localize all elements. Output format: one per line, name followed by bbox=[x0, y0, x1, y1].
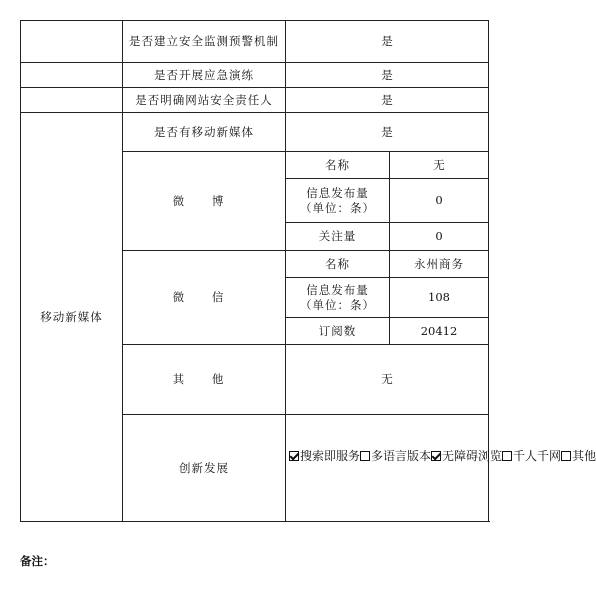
weibo-follow-value: 0 bbox=[390, 223, 489, 251]
blank-cell bbox=[21, 63, 123, 88]
wechat-label: 微 信 bbox=[123, 251, 286, 345]
has-mobile-value: 是 bbox=[286, 113, 489, 152]
weibo-posts-label bbox=[286, 179, 390, 223]
wechat-subs-label: 订阅数 bbox=[286, 318, 390, 345]
other-label: 其 他 bbox=[123, 345, 286, 415]
drill-value: 是 bbox=[286, 63, 489, 88]
note-label: 备注： bbox=[20, 554, 55, 568]
blank-cell bbox=[21, 88, 123, 113]
innovation-option-label: 搜索即服务 bbox=[300, 448, 361, 463]
mobile-media-label: 移动新媒体 bbox=[21, 113, 123, 522]
wechat-name-label: 名称 bbox=[286, 251, 390, 278]
innovation-option-label: 无障碍浏览 bbox=[442, 448, 503, 463]
wechat-name-value: 永州商务 bbox=[390, 251, 489, 278]
innovation-options bbox=[286, 415, 596, 522]
unchecked-checkbox-icon[interactable] bbox=[360, 451, 370, 461]
wechat-subs-value: 20412 bbox=[390, 318, 489, 345]
innovation-label: 创新发展 bbox=[123, 415, 286, 522]
other-value: 无 bbox=[286, 345, 489, 415]
innovation-option-label: 多语言版本 bbox=[371, 448, 432, 463]
monitoring-label: 是否建立安全监测预警机制 bbox=[123, 21, 286, 63]
wechat-posts-label bbox=[286, 278, 390, 318]
checked-checkbox-icon[interactable] bbox=[431, 451, 441, 461]
weibo-name-value: 无 bbox=[390, 152, 489, 179]
weibo-posts-value: 0 bbox=[390, 179, 489, 223]
weibo-label: 微 博 bbox=[123, 152, 286, 251]
wechat-posts-value: 108 bbox=[390, 278, 489, 318]
weibo-posts-label-line1: 信息发布量 bbox=[306, 185, 369, 200]
wechat-posts-label-line2: （单位：条） bbox=[300, 297, 375, 312]
responsible-value: 是 bbox=[286, 88, 489, 113]
unchecked-checkbox-icon[interactable] bbox=[502, 451, 512, 461]
innovation-option-label: 千人千网 bbox=[513, 448, 562, 463]
checked-checkbox-icon[interactable] bbox=[289, 451, 299, 461]
report-table bbox=[20, 20, 596, 522]
responsible-label: 是否明确网站安全责任人 bbox=[123, 88, 286, 113]
wechat-posts-label-line1: 信息发布量 bbox=[306, 282, 369, 297]
weibo-posts-label-line2: （单位：条） bbox=[300, 200, 375, 215]
innovation-option-label: 其他 bbox=[572, 448, 596, 463]
weibo-follow-label: 关注量 bbox=[286, 223, 390, 251]
blank-cell bbox=[21, 21, 123, 63]
unchecked-checkbox-icon[interactable] bbox=[561, 451, 571, 461]
monitoring-value: 是 bbox=[286, 21, 489, 63]
drill-label: 是否开展应急演练 bbox=[123, 63, 286, 88]
weibo-name-label: 名称 bbox=[286, 152, 390, 179]
has-mobile-label: 是否有移动新媒体 bbox=[123, 113, 286, 152]
